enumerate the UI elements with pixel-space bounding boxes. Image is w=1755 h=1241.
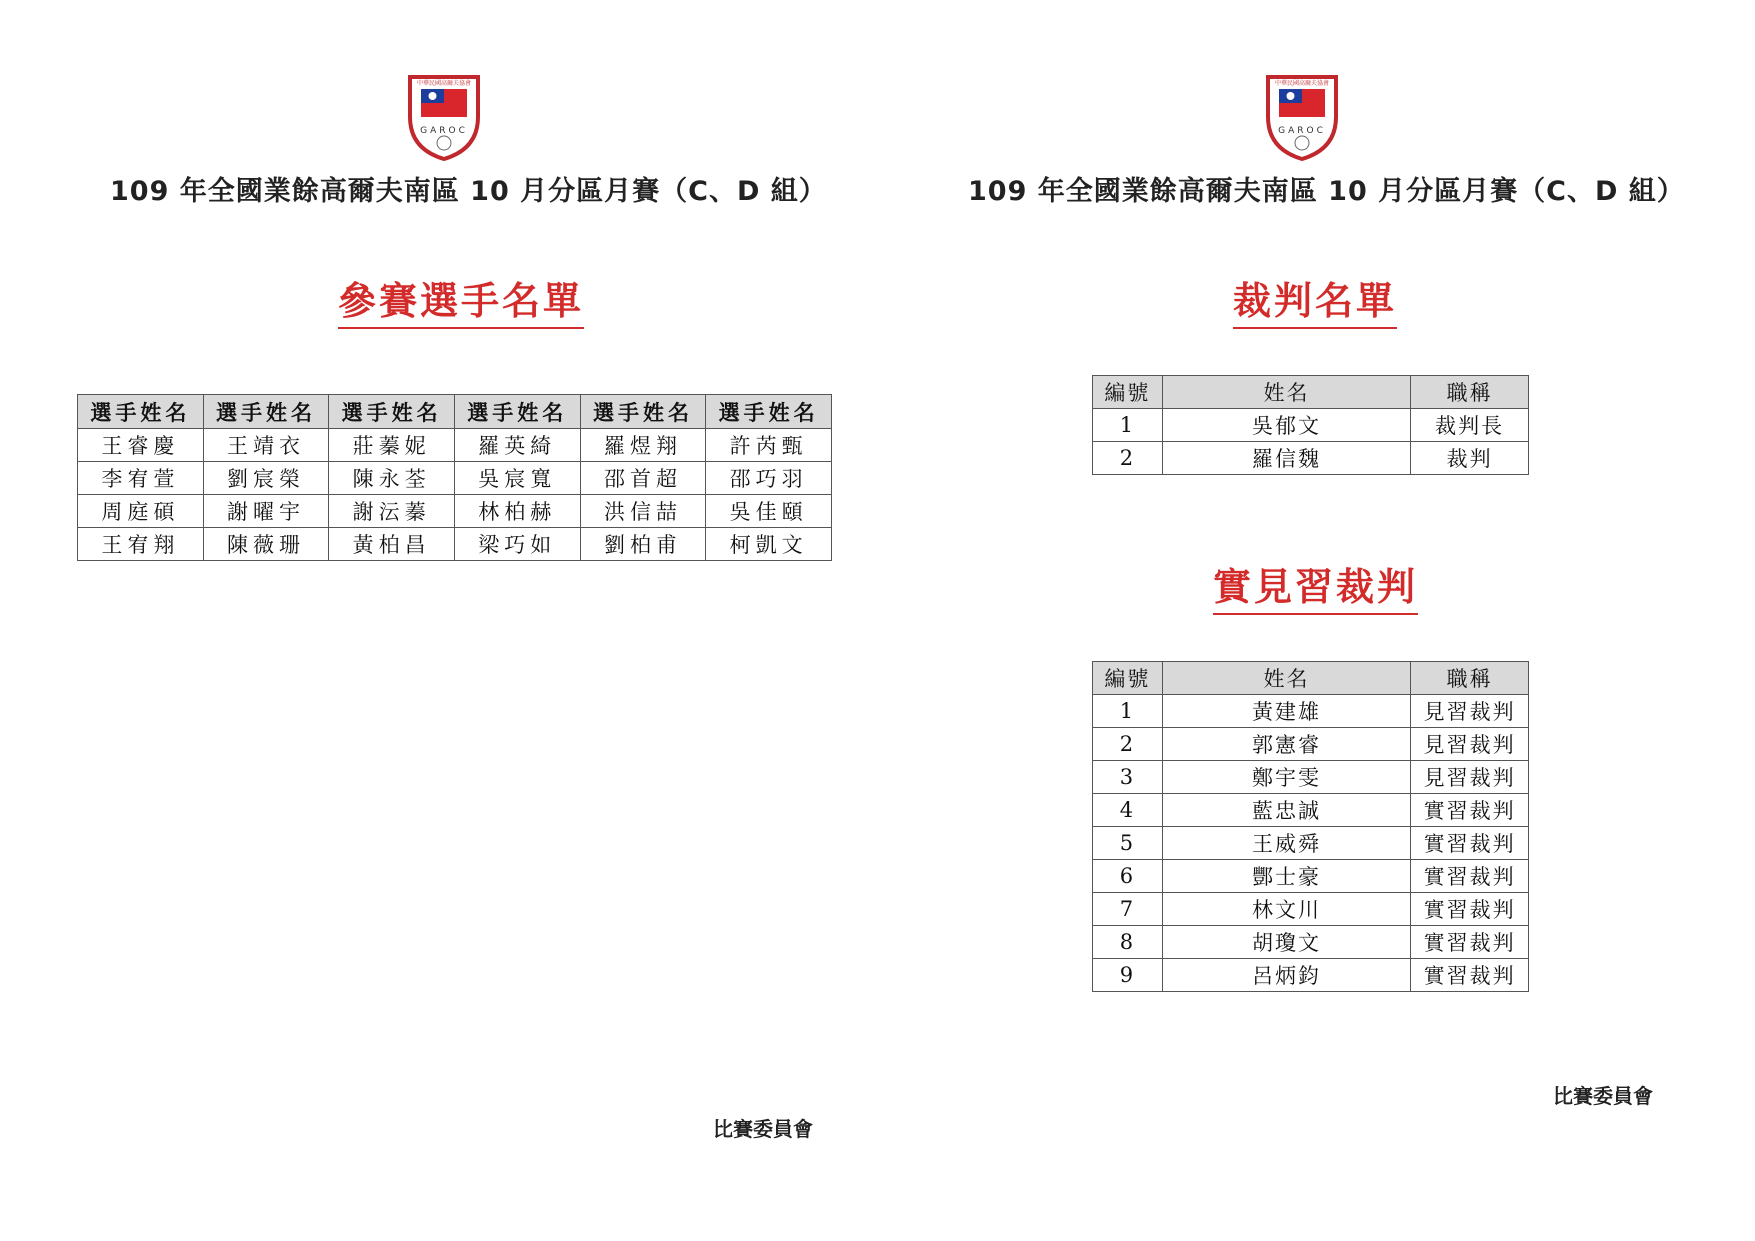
svg-text:中華民國高爾夫協會: 中華民國高爾夫協會 [1274,80,1330,87]
table-header-row [78,395,832,429]
title-cell: 實習裁判 [1411,893,1529,926]
number-cell: 2 [1093,728,1163,761]
title-cell: 實習裁判 [1411,794,1529,827]
left-document-title: 109 年全國業餘高爾夫南區 10 月分區月賽（C、D 組） [110,176,827,207]
garoc-logo-left [404,71,484,161]
players-section-title: 參賽選手名單 [338,270,584,329]
player-name-cell: 邵巧羽 [706,462,832,495]
player-name-cell: 吳佳頤 [706,495,832,528]
table-row [1093,409,1529,442]
number-cell: 9 [1093,959,1163,992]
number-cell: 8 [1093,926,1163,959]
table-header-row [1093,662,1529,695]
table-row [1093,926,1529,959]
name-cell: 林文川 [1162,893,1410,926]
table-header-cell: 選手姓名 [78,395,204,429]
table-header-cell: 選手姓名 [706,395,832,429]
player-name-cell: 羅煜翔 [580,429,706,462]
title-cell: 實習裁判 [1411,827,1529,860]
name-cell: 黃建雄 [1162,695,1410,728]
player-name-cell: 吳宸寬 [454,462,580,495]
table-row [78,528,832,561]
table-header-cell: 選手姓名 [580,395,706,429]
name-cell: 吳郁文 [1162,409,1410,442]
player-name-cell: 許芮甄 [706,429,832,462]
name-cell: 酆士豪 [1162,860,1410,893]
table-row [1093,728,1529,761]
title-cell: 裁判 [1411,442,1529,475]
table-header-cell: 編號 [1093,662,1163,695]
table-row [1093,959,1529,992]
table-row [1093,827,1529,860]
garoc-logo-right [1262,71,1342,161]
player-name-cell: 梁巧如 [454,528,580,561]
title-cell: 實習裁判 [1411,860,1529,893]
player-name-cell: 王宥翔 [78,528,204,561]
title-cell: 見習裁判 [1411,761,1529,794]
player-name-cell: 羅英綺 [454,429,580,462]
referee-table [1092,375,1529,475]
referee-section-title: 裁判名單 [1233,270,1397,329]
player-name-cell: 李宥萱 [78,462,204,495]
title-cell: 見習裁判 [1411,695,1529,728]
table-row [1093,695,1529,728]
name-cell: 藍忠誠 [1162,794,1410,827]
player-name-cell: 劉宸榮 [203,462,329,495]
player-name-cell: 謝曜宇 [203,495,329,528]
trainee-referee-table [1092,661,1529,992]
number-cell: 5 [1093,827,1163,860]
table-header-cell: 選手姓名 [329,395,455,429]
player-name-cell: 謝沄蓁 [329,495,455,528]
table-header-row [1093,376,1529,409]
player-name-cell: 陳薇珊 [203,528,329,561]
number-cell: 1 [1093,409,1163,442]
table-row [78,495,832,528]
table-header-cell: 職稱 [1411,376,1529,409]
players-table [77,394,832,561]
number-cell: 3 [1093,761,1163,794]
table-header-cell: 職稱 [1411,662,1529,695]
table-row [1093,794,1529,827]
player-name-cell: 劉柏甫 [580,528,706,561]
player-name-cell: 黃柏昌 [329,528,455,561]
name-cell: 王威舜 [1162,827,1410,860]
table-row [78,462,832,495]
player-name-cell: 洪信喆 [580,495,706,528]
player-name-cell: 陳永荃 [329,462,455,495]
player-name-cell: 林柏赫 [454,495,580,528]
number-cell: 2 [1093,442,1163,475]
player-name-cell: 王睿慶 [78,429,204,462]
table-header-cell: 姓名 [1162,376,1410,409]
player-name-cell: 柯凱文 [706,528,832,561]
player-name-cell: 王靖衣 [203,429,329,462]
title-cell: 實習裁判 [1411,959,1529,992]
name-cell: 呂炳鈞 [1162,959,1410,992]
table-row [1093,761,1529,794]
title-cell: 裁判長 [1411,409,1529,442]
right-footer-committee: 比賽委員會 [1553,1084,1653,1108]
table-header-cell: 編號 [1093,376,1163,409]
svg-text:中華民國高爾夫協會: 中華民國高爾夫協會 [416,80,472,87]
left-footer-committee: 比賽委員會 [713,1117,813,1141]
number-cell: 6 [1093,860,1163,893]
number-cell: 7 [1093,893,1163,926]
table-row [78,429,832,462]
trainee-section-title: 實見習裁判 [1213,556,1418,615]
svg-text:GAROC: GAROC [1278,126,1326,136]
table-row [1093,860,1529,893]
name-cell: 鄭宇雯 [1162,761,1410,794]
table-header-cell: 選手姓名 [454,395,580,429]
table-header-cell: 姓名 [1162,662,1410,695]
right-document-title: 109 年全國業餘高爾夫南區 10 月分區月賽（C、D 組） [968,176,1685,207]
player-name-cell: 周庭碩 [78,495,204,528]
svg-text:GAROC: GAROC [420,126,468,136]
player-name-cell: 莊蓁妮 [329,429,455,462]
name-cell: 羅信魏 [1162,442,1410,475]
name-cell: 郭憲睿 [1162,728,1410,761]
title-cell: 實習裁判 [1411,926,1529,959]
table-row [1093,893,1529,926]
title-cell: 見習裁判 [1411,728,1529,761]
table-header-cell: 選手姓名 [203,395,329,429]
player-name-cell: 邵首超 [580,462,706,495]
table-row [1093,442,1529,475]
name-cell: 胡瓊文 [1162,926,1410,959]
number-cell: 4 [1093,794,1163,827]
number-cell: 1 [1093,695,1163,728]
